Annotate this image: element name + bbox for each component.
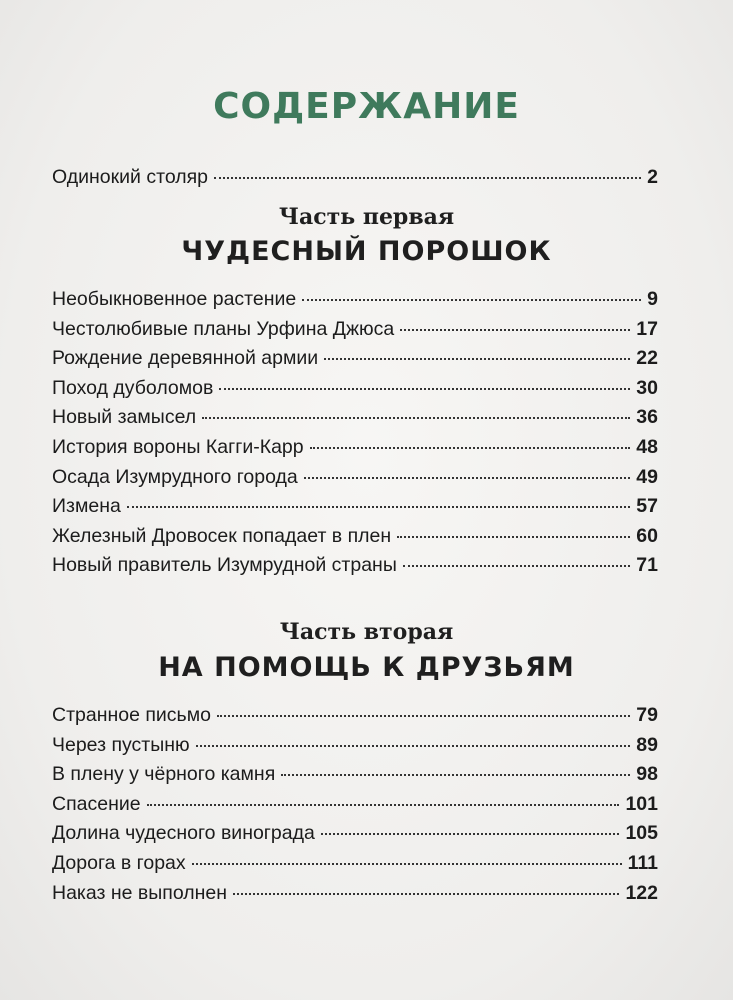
toc-entry-text: Одинокий столяр — [52, 166, 209, 188]
toc-entry-text: Наказ не выполнен — [52, 881, 228, 904]
toc-entry[interactable] — [52, 879, 658, 909]
toc-entry-text: Странное письмо — [52, 704, 211, 726]
toc-intro-list — [52, 163, 658, 193]
toc-entry-text: В плену у чёрного камня — [52, 763, 276, 786]
toc-page-number: 30 — [636, 376, 658, 399]
toc-entry-text: История вороны Кагги-Карр — [52, 435, 304, 458]
toc-entry[interactable] — [52, 701, 658, 731]
toc-part-two-list — [52, 701, 658, 908]
leader-dots — [196, 745, 631, 747]
toc-entry[interactable] — [52, 551, 658, 581]
leader-dots — [397, 536, 630, 538]
toc-entry[interactable] — [52, 403, 658, 433]
toc-entry-text: Долина чудесного винограда — [52, 822, 315, 845]
toc-entry-text: Измена — [52, 495, 121, 518]
toc-entry[interactable] — [52, 790, 658, 820]
toc-page-number: 17 — [636, 317, 658, 340]
toc-page-number: 122 — [625, 881, 658, 904]
toc-entry-text: Поход дуболомов — [52, 376, 214, 399]
toc-part-one-list — [52, 285, 658, 581]
leader-dots — [310, 447, 631, 449]
contents-title: СОДЕРЖАНИЕ — [213, 86, 520, 127]
toc-entry[interactable] — [52, 731, 658, 761]
leader-dots — [127, 506, 630, 508]
toc-entry-text: Честолюбивые планы Урфина Джюса — [52, 317, 395, 340]
part-two-title: НА ПОМОЩЬ К ДРУЗЬЯМ — [158, 652, 575, 683]
toc-page-number: 57 — [636, 495, 658, 518]
toc-entry[interactable] — [52, 492, 658, 522]
toc-entry[interactable] — [52, 163, 658, 193]
toc-entry-text: Рождение деревянной армии — [52, 347, 319, 370]
leader-dots — [202, 417, 630, 419]
leader-dots — [324, 358, 630, 360]
toc-page-number: 9 — [647, 288, 658, 310]
toc-page-number: 60 — [636, 524, 658, 547]
leader-dots — [233, 893, 619, 895]
toc-page-number: 36 — [636, 406, 658, 429]
toc-entry-text: Новый замысел — [52, 406, 197, 429]
leader-dots — [400, 329, 630, 331]
leader-dots — [281, 774, 630, 776]
part-two-label: Часть вторая — [279, 619, 454, 645]
toc-entry-text: Железный Дровосек попадает в плен — [52, 524, 392, 547]
toc-entry-text: Новый правитель Изумрудной страны — [52, 554, 397, 577]
toc-page-number: 48 — [636, 435, 658, 458]
leader-dots — [192, 863, 622, 865]
toc-entry[interactable] — [52, 849, 658, 879]
toc-entry-text: Дорога в горах — [52, 851, 186, 874]
toc-entry-text: Осада Изумрудного города — [52, 465, 298, 488]
toc-entry[interactable] — [52, 315, 658, 345]
toc-page-number: 98 — [636, 763, 658, 786]
part-one-title: ЧУДЕСНЫЙ ПОРОШОК — [181, 236, 552, 267]
toc-entry-text: Через пустыню — [52, 733, 190, 756]
leader-dots — [214, 177, 641, 179]
toc-page-number: 49 — [636, 465, 658, 488]
toc-entry-text: Спасение — [52, 792, 141, 815]
toc-entry[interactable] — [52, 760, 658, 790]
toc-page-number: 111 — [627, 851, 658, 874]
toc-entry[interactable] — [52, 344, 658, 374]
toc-page-number: 101 — [625, 792, 658, 815]
toc-page-number: 2 — [647, 166, 658, 188]
toc-page-number: 79 — [636, 704, 658, 726]
leader-dots — [147, 804, 620, 806]
leader-dots — [403, 565, 630, 567]
toc-page-number: 89 — [636, 733, 658, 756]
toc-entry[interactable] — [52, 522, 658, 552]
toc-entry[interactable] — [52, 374, 658, 404]
toc-entry[interactable] — [52, 819, 658, 849]
leader-dots — [321, 833, 620, 835]
leader-dots — [304, 477, 631, 479]
toc-page-number: 105 — [625, 822, 658, 845]
leader-dots — [217, 715, 630, 717]
part-one-label: Часть первая — [278, 204, 455, 230]
leader-dots — [302, 299, 641, 301]
toc-entry[interactable] — [52, 433, 658, 463]
toc-entry[interactable] — [52, 463, 658, 493]
toc-entry[interactable] — [52, 285, 658, 315]
toc-entry-text: Необыкновенное растение — [52, 288, 297, 310]
leader-dots — [219, 388, 630, 390]
toc-page-number: 22 — [636, 347, 658, 370]
toc-page-number: 71 — [636, 554, 658, 577]
